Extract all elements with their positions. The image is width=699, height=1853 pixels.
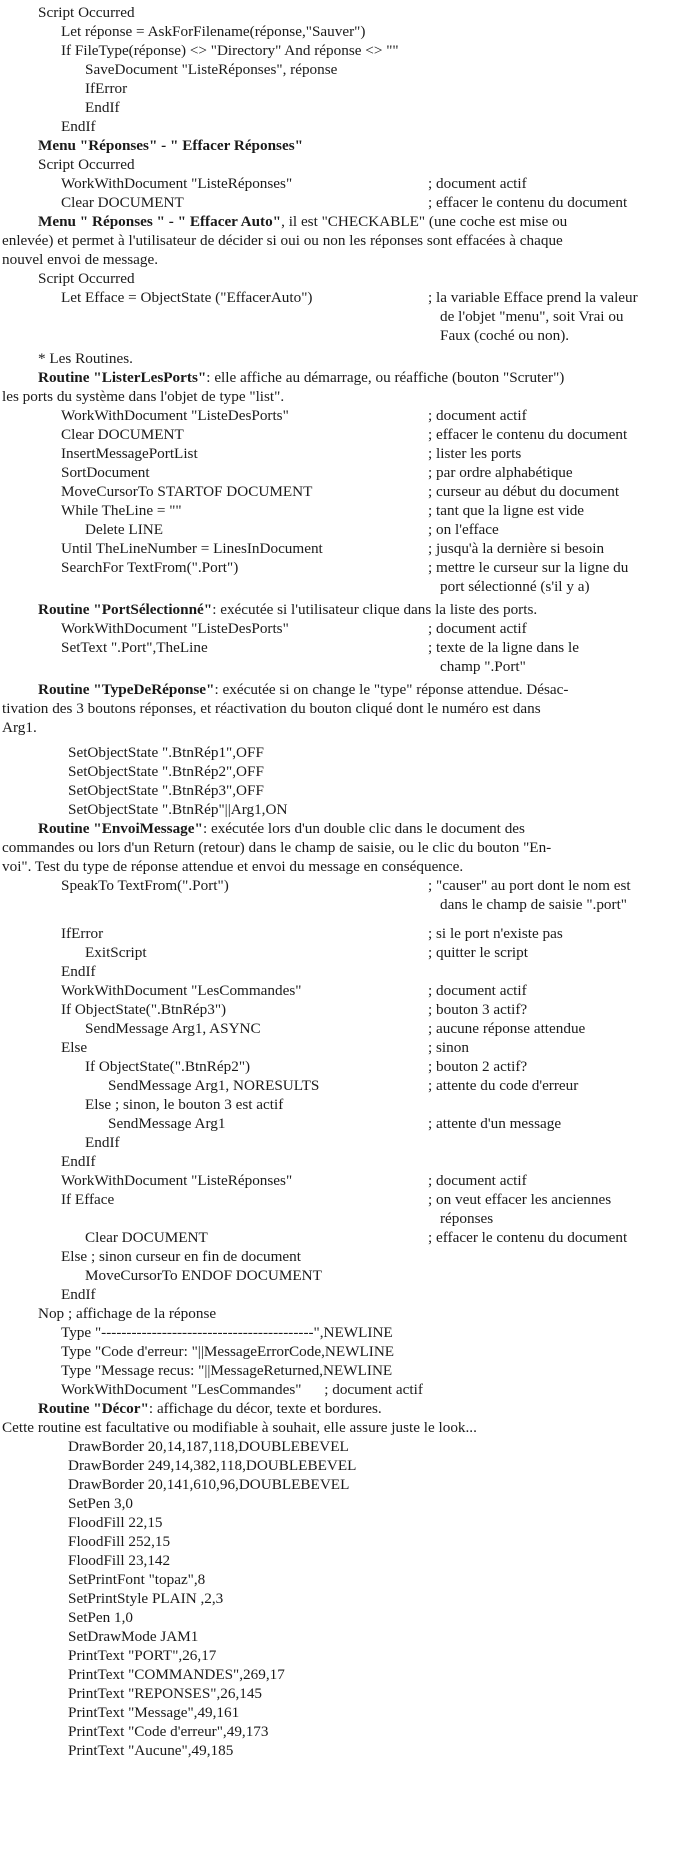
code-line xyxy=(2,388,284,406)
code-line xyxy=(108,1077,319,1095)
code-line xyxy=(85,80,127,98)
line-text: nouvel envoi de message. xyxy=(2,251,159,268)
code-line xyxy=(2,1419,477,1437)
code-line xyxy=(38,270,135,288)
line-text: IfError xyxy=(61,925,104,942)
code-line xyxy=(61,963,96,981)
line-text: WorkWithDocument "ListeDesPorts" xyxy=(61,407,289,424)
code-line xyxy=(61,559,238,577)
code-comment: de l'objet "menu", soit Vrai ou xyxy=(440,308,624,325)
line-text: EndIf xyxy=(61,1286,96,1303)
line-text: PrintText "PORT",26,17 xyxy=(68,1647,217,1664)
code-comment: ; bouton 3 actif? xyxy=(428,1001,528,1018)
routine-heading-line xyxy=(38,1400,382,1418)
line-text: : exécutée lors d'un double clic dans le document des xyxy=(202,820,525,837)
line-text: : exécutée si l'utilisateur clique dans la liste des ports. xyxy=(212,601,538,618)
line-text: Let réponse = AskForFilename(réponse,"Sauver") xyxy=(61,23,366,40)
line-text: If ObjectState(".BtnRép2") xyxy=(85,1058,251,1075)
line-text: * Les Routines. xyxy=(38,350,133,367)
line-text: Delete LINE xyxy=(85,521,164,538)
code-comment: ; bouton 2 actif? xyxy=(428,1058,528,1075)
line-text: Clear DOCUMENT xyxy=(61,426,184,443)
bold-heading: Menu "Réponses" - " Effacer Réponses" xyxy=(38,137,304,154)
routine-heading-line xyxy=(38,369,564,387)
line-text: Script Occurred xyxy=(38,270,135,287)
code-line xyxy=(38,350,133,368)
code-line xyxy=(61,1191,114,1209)
code-comment: ; par ordre alphabétique xyxy=(428,464,573,481)
line-text: ExitScript xyxy=(85,944,147,961)
code-line xyxy=(61,925,103,943)
bold-heading: Routine "Décor" xyxy=(38,1400,149,1417)
line-text: SetPrintFont "topaz",8 xyxy=(68,1571,206,1588)
line-text: IfError xyxy=(85,80,128,97)
line-text: If Efface xyxy=(61,1191,115,1208)
line-text: Type "Code d'erreur: "||MessageErrorCode,NEWLINE xyxy=(61,1343,395,1360)
code-line xyxy=(38,4,135,22)
code-line xyxy=(85,1134,120,1152)
code-comment: ; document actif xyxy=(428,175,527,192)
code-line xyxy=(85,944,147,962)
line-text: WorkWithDocument "ListeRéponses" xyxy=(61,1172,293,1189)
code-comment: ; "causer" au port dont le nom est xyxy=(428,877,631,894)
code-line xyxy=(68,1723,269,1741)
line-text: While TheLine = "" xyxy=(61,502,182,519)
line-text: EndIf xyxy=(85,1134,120,1151)
code-line xyxy=(61,1248,301,1266)
code-line xyxy=(68,1457,356,1475)
code-line xyxy=(61,1153,96,1171)
bold-heading: Routine "EnvoiMessage" xyxy=(38,820,203,837)
code-comment: ; on veut effacer les anciennes xyxy=(428,1191,612,1208)
code-line xyxy=(61,118,96,136)
line-text: SendMessage Arg1 xyxy=(108,1115,226,1132)
code-line xyxy=(61,1001,226,1019)
line-text: WorkWithDocument "LesCommandes" xyxy=(61,982,302,999)
line-text: SendMessage Arg1, NORESULTS xyxy=(108,1077,320,1094)
code-line xyxy=(61,1362,392,1380)
code-line xyxy=(68,744,264,762)
line-text: SetDrawMode JAM1 xyxy=(68,1628,199,1645)
code-line xyxy=(108,1115,225,1133)
code-line xyxy=(85,521,163,539)
code-comment: ; effacer le contenu du document xyxy=(428,194,628,211)
code-comment: ; effacer le contenu du document xyxy=(428,1229,628,1246)
code-comment: ; document actif xyxy=(428,982,527,999)
bold-heading: Routine "TypeDeRéponse" xyxy=(38,681,215,698)
code-comment: ; la variable Efface prend la valeur xyxy=(428,289,638,306)
code-line xyxy=(61,1343,394,1361)
line-text: Clear DOCUMENT xyxy=(61,194,184,211)
code-line xyxy=(61,639,208,657)
code-line xyxy=(2,232,563,250)
line-text: Else ; sinon, le bouton 3 est actif xyxy=(85,1096,284,1113)
line-text: FloodFill 22,15 xyxy=(68,1514,163,1531)
code-line xyxy=(61,1324,393,1342)
line-text: PrintText "Code d'erreur",49,173 xyxy=(68,1723,269,1740)
code-line xyxy=(61,175,292,193)
line-text: SortDocument xyxy=(61,464,150,481)
line-text: MoveCursorTo ENDOF DOCUMENT xyxy=(85,1267,322,1284)
code-line xyxy=(2,839,551,857)
line-text: SetObjectState ".BtnRép"||Arg1,ON xyxy=(68,801,288,818)
code-comment: ; tant que la ligne est vide xyxy=(428,502,585,519)
code-comment: ; texte de la ligne dans le xyxy=(428,639,579,656)
code-line xyxy=(61,42,399,60)
line-text: SetText ".Port",TheLine xyxy=(61,639,208,656)
line-text: FloodFill 252,15 xyxy=(68,1533,171,1550)
code-line xyxy=(38,1305,216,1323)
code-line xyxy=(85,61,337,79)
code-line xyxy=(61,1381,423,1399)
code-line xyxy=(2,719,37,737)
line-text: If ObjectState(".BtnRép3") xyxy=(61,1001,227,1018)
line-text: SendMessage Arg1, ASYNC xyxy=(85,1020,261,1037)
code-comment: ; mettre le curseur sur la ligne du xyxy=(428,559,629,576)
code-line xyxy=(61,23,365,41)
code-comment: champ ".Port" xyxy=(440,658,526,675)
code-line xyxy=(68,1552,170,1570)
code-comment: ; si le port n'existe pas xyxy=(428,925,563,942)
line-text: les ports du système dans l'objet de type "list". xyxy=(2,388,285,405)
line-text: WorkWithDocument "ListeDesPorts" xyxy=(61,620,289,637)
code-comment: ; quitter le script xyxy=(428,944,528,961)
code-line xyxy=(68,1685,262,1703)
code-line xyxy=(2,251,158,269)
code-comment: ; attente du code d'erreur xyxy=(428,1077,579,1094)
code-line xyxy=(2,700,541,718)
code-line xyxy=(61,194,184,212)
code-line xyxy=(68,1495,133,1513)
bold-heading: Routine "PortSélectionné" xyxy=(38,601,213,618)
code-line xyxy=(85,1096,283,1114)
line-text: Script Occurred xyxy=(38,156,135,173)
line-text: SetPrintStyle PLAIN ,2,3 xyxy=(68,1590,224,1607)
code-line xyxy=(68,763,264,781)
code-line xyxy=(85,1020,261,1038)
line-text: Else ; sinon curseur en fin de document xyxy=(61,1248,301,1265)
line-text: SaveDocument "ListeRéponses", réponse xyxy=(85,61,338,78)
line-text: SpeakTo TextFrom(".Port") xyxy=(61,877,229,894)
line-text: : elle affiche au démarrage, ou réaffiche (bouton "Scruter") xyxy=(206,369,565,386)
line-text: , il est "CHECKABLE" (une coche est mise ou xyxy=(281,213,568,230)
line-text: Nop ; affichage de la réponse xyxy=(38,1305,217,1322)
line-text: PrintText "Message",49,161 xyxy=(68,1704,240,1721)
bold-heading: Routine "ListerLesPorts" xyxy=(38,369,207,386)
code-line xyxy=(68,1609,133,1627)
code-comment: ; effacer le contenu du document xyxy=(428,426,628,443)
code-comment: Faux (coché ou non). xyxy=(440,327,570,344)
code-line xyxy=(68,1666,285,1684)
code-line xyxy=(85,1058,250,1076)
code-comment: ; jusqu'à la dernière si besoin xyxy=(428,540,605,557)
code-comment: ; curseur au début du document xyxy=(428,483,620,500)
bold-heading: Menu " Réponses " - " Effacer Auto" xyxy=(38,213,282,230)
line-text: tivation des 3 boutons réponses, et réactivation du bouton cliqué dont le numéro est dans xyxy=(2,700,541,717)
line-text: If FileType(réponse) <> "Directory" And réponse <> "" xyxy=(61,42,399,59)
line-text: SetObjectState ".BtnRép3",OFF xyxy=(68,782,264,799)
line-text: EndIf xyxy=(61,1153,96,1170)
line-text: PrintText "COMMANDES",269,17 xyxy=(68,1666,285,1683)
code-line xyxy=(68,1628,198,1646)
line-text: Type "Message recus: "||MessageReturned,NEWLINE xyxy=(61,1362,393,1379)
line-text: WorkWithDocument "LesCommandes" ; document actif xyxy=(61,1381,423,1398)
line-text: EndIf xyxy=(85,99,120,116)
code-line xyxy=(68,1647,216,1665)
code-line xyxy=(68,1704,239,1722)
code-comment: ; document actif xyxy=(428,1172,527,1189)
code-comment: ; lister les ports xyxy=(428,445,522,462)
line-text: PrintText "Aucune",49,185 xyxy=(68,1742,234,1759)
routine-heading-line xyxy=(38,137,303,155)
routine-heading-line xyxy=(38,820,525,838)
line-text: Arg1. xyxy=(2,719,37,736)
code-line xyxy=(85,1229,208,1247)
code-line xyxy=(61,1172,292,1190)
line-text: Cette routine est facultative ou modifiable à souhait, elle assure juste le look... xyxy=(2,1419,477,1436)
line-text: InsertMessagePortList xyxy=(61,445,198,462)
code-line xyxy=(61,502,182,520)
code-line xyxy=(61,540,323,558)
code-comment: ; document actif xyxy=(428,620,527,637)
line-text: : exécutée si on change le "type" réponse attendue. Désac- xyxy=(214,681,569,698)
routine-heading-line xyxy=(38,213,567,231)
line-text: EndIf xyxy=(61,963,96,980)
line-text: Else xyxy=(61,1039,88,1056)
code-line xyxy=(68,1590,223,1608)
code-line xyxy=(38,156,135,174)
line-text: PrintText "REPONSES",26,145 xyxy=(68,1685,263,1702)
line-text: enlevée) et permet à l'utilisateur de décider si oui ou non les réponses sont effacées à chaque xyxy=(2,232,563,249)
code-comment: ; document actif xyxy=(428,407,527,424)
line-text: commandes ou lors d'un Return (retour) dans le champ de saisie, ou le clic du bouton "En- xyxy=(2,839,552,856)
code-line xyxy=(68,782,264,800)
code-line xyxy=(61,982,301,1000)
line-text: MoveCursorTo STARTOF DOCUMENT xyxy=(61,483,313,500)
routine-heading-line xyxy=(38,681,568,699)
routine-heading-line xyxy=(38,601,537,619)
code-line xyxy=(68,1571,205,1589)
code-line xyxy=(61,1039,87,1057)
code-comment: ; sinon xyxy=(428,1039,469,1056)
code-comment: dans le champ de saisie ".port" xyxy=(440,896,628,913)
code-comment: réponses xyxy=(440,1210,494,1227)
code-line xyxy=(85,99,120,117)
code-comment: ; aucune réponse attendue xyxy=(428,1020,586,1037)
code-line xyxy=(68,801,287,819)
code-line xyxy=(68,1476,349,1494)
code-line xyxy=(61,289,312,307)
code-line xyxy=(68,1438,349,1456)
code-comment: ; attente d'un message xyxy=(428,1115,562,1132)
code-line xyxy=(2,858,463,876)
line-text: SearchFor TextFrom(".Port") xyxy=(61,559,239,576)
code-line xyxy=(61,464,150,482)
line-text: : affichage du décor, texte et bordures. xyxy=(148,1400,382,1417)
line-text: SetObjectState ".BtnRép2",OFF xyxy=(68,763,264,780)
line-text: SetObjectState ".BtnRép1",OFF xyxy=(68,744,264,761)
code-line xyxy=(61,407,289,425)
line-text: SetPen 1,0 xyxy=(68,1609,133,1626)
code-comment: ; on l'efface xyxy=(428,521,499,538)
line-text: DrawBorder 20,14,187,118,DOUBLEBEVEL xyxy=(68,1438,349,1455)
line-text: Type "------------------------------------------",NEWLINE xyxy=(61,1324,393,1341)
code-line xyxy=(61,620,289,638)
line-text: voi". Test du type de réponse attendue et envoi du message en conséquence. xyxy=(2,858,464,875)
line-text: Script Occurred xyxy=(38,4,135,21)
line-text: Clear DOCUMENT xyxy=(85,1229,208,1246)
code-line xyxy=(61,426,184,444)
code-line xyxy=(61,877,229,895)
code-line xyxy=(61,1286,96,1304)
line-text: Let Efface = ObjectState ("EffacerAuto") xyxy=(61,289,313,306)
code-line xyxy=(68,1533,170,1551)
code-line xyxy=(85,1267,322,1285)
line-text: DrawBorder 249,14,382,118,DOUBLEBEVEL xyxy=(68,1457,357,1474)
line-text: Until TheLineNumber = LinesInDocument xyxy=(61,540,323,557)
line-text: WorkWithDocument "ListeRéponses" xyxy=(61,175,293,192)
line-text: DrawBorder 20,141,610,96,DOUBLEBEVEL xyxy=(68,1476,350,1493)
code-line xyxy=(68,1742,233,1760)
code-line xyxy=(61,445,198,463)
code-comment: port sélectionné (s'il y a) xyxy=(440,578,590,595)
line-text: FloodFill 23,142 xyxy=(68,1552,171,1569)
line-text: SetPen 3,0 xyxy=(68,1495,133,1512)
line-text: EndIf xyxy=(61,118,96,135)
code-line xyxy=(68,1514,163,1532)
code-line xyxy=(61,483,312,501)
